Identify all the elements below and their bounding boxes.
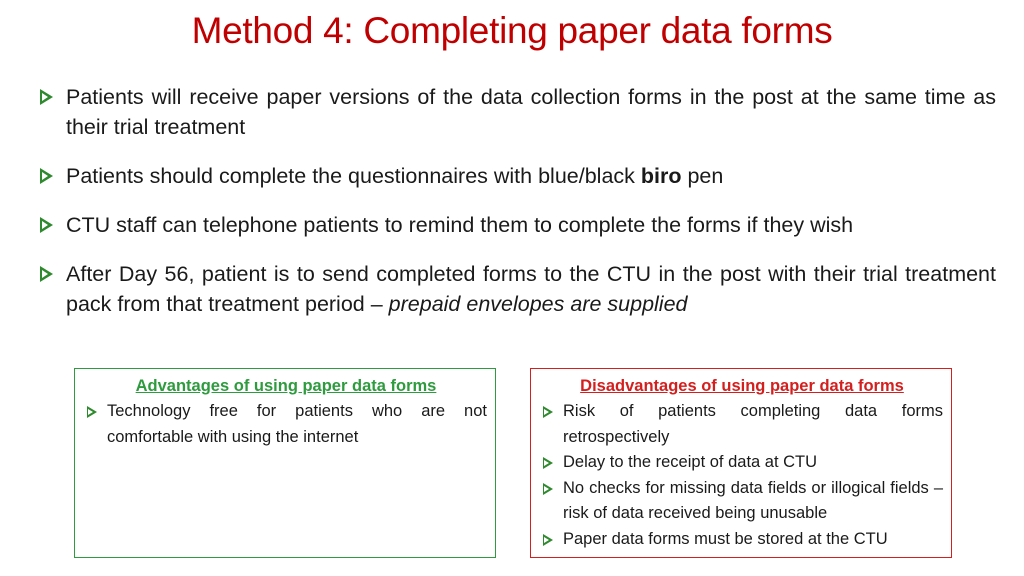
arrow-bullet-icon [40, 217, 53, 233]
bullet-item [40, 161, 996, 191]
arrow-bullet-icon [87, 406, 97, 418]
bullet-item [40, 259, 996, 319]
disadvantages-item-text: Paper data forms must be stored at the CTU [563, 529, 888, 548]
arrow-bullet-icon [543, 483, 553, 495]
arrow-bullet-icon [543, 457, 553, 469]
disadvantages-item [541, 476, 943, 527]
bullet-text-part-bold: biro [640, 164, 682, 188]
bullet-text [56, 82, 996, 142]
advantages-item-text: Technology free for patients who are not comfortable with using the internet [107, 402, 487, 446]
arrow-bullet-icon [543, 406, 553, 418]
bullet-text-part: pen [681, 164, 724, 188]
disadvantages-item-text: Risk of patients completing data forms retrospectively [563, 402, 943, 446]
arrow-bullet-icon [40, 168, 53, 184]
bullet-text-part: Patients will receive paper versions of the data collection forms in the post at the same time as their trial treatment [66, 85, 996, 139]
advantages-item [85, 399, 487, 450]
bullet-text [56, 210, 996, 240]
disadvantages-list [541, 399, 943, 552]
arrow-bullet-icon [40, 266, 53, 282]
bullet-item [40, 82, 996, 142]
advantages-list [85, 399, 487, 450]
slide-title: Method 4: Completing paper data forms [191, 10, 833, 51]
disadvantages-box [530, 368, 952, 558]
advantages-box [74, 368, 496, 558]
disadvantages-item-text: No checks for missing data fields or illogical fields – risk of data received being unusable [563, 478, 943, 522]
disadvantages-item [541, 399, 943, 450]
bullet-text [56, 259, 996, 319]
disadvantages-item [541, 450, 943, 476]
bullet-text-part: After Day 56, patient is to send completed forms to the CTU in the post with their trial treatment pack from that treatment period – [66, 262, 996, 316]
disadvantages-item [541, 527, 943, 553]
bullet-text-part-italic: prepaid envelopes are supplied [388, 292, 688, 316]
bullet-text-part: CTU staff can telephone patients to remind them to complete the forms if they wish [66, 213, 854, 237]
bullet-item [40, 210, 996, 240]
bullet-text-part: Patients should complete the questionnaires with blue/black [66, 164, 641, 188]
disadvantages-item-text: Delay to the receipt of data at CTU [563, 453, 818, 471]
bullet-list [40, 82, 996, 338]
bullet-text [56, 161, 996, 191]
disadvantages-title: Disadvantages of using paper data forms [580, 377, 904, 395]
advantages-title: Advantages of using paper data forms [135, 377, 437, 395]
arrow-bullet-icon [543, 534, 553, 546]
arrow-bullet-icon [40, 89, 53, 105]
